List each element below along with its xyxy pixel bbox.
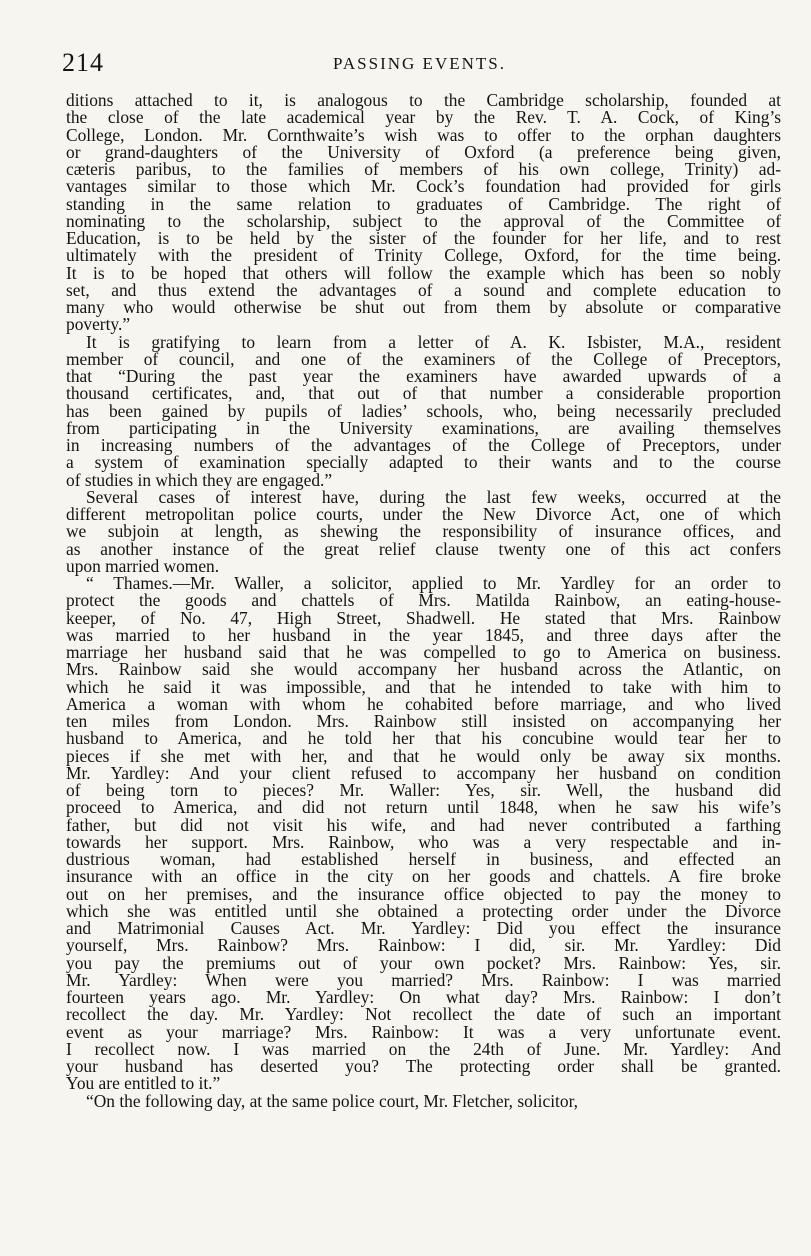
text-line: fourteen years ago. Mr. Yardley: On what day? Mrs. Rainbow: I don’t bbox=[66, 987, 781, 1007]
text-line: ditions attached to it, is analogous to the Cambridge scholarship, founded at bbox=[66, 90, 781, 110]
text-line: Mr. Yardley: When were you married? Mrs. Rainbow: I was married bbox=[66, 969, 781, 990]
paragraph bbox=[66, 1090, 781, 1111]
text-line: vantages similar to those which Mr. Cock’s foundation had provided for girls bbox=[66, 176, 781, 197]
text-line: we subjoin at length, as shewing the responsibility of insurance offices, and bbox=[66, 521, 781, 542]
text-line: has been gained by pupils of ladies’ schools, who, being necessarily precluded bbox=[66, 400, 781, 421]
text-line: nominating to the scholarship, subject to the approval of the Committee of bbox=[66, 210, 781, 231]
text-line: “ Thames.—Mr. Waller, a solicitor, applied to Mr. Yardley for an order to bbox=[86, 573, 781, 593]
text-line: proceed to America, and did not return until 1848, when he saw his wife’s bbox=[66, 797, 781, 818]
text-line: It is gratifying to learn from a letter of A. K. Isbister, M.A., resident bbox=[86, 331, 781, 352]
text-line: Mrs. Rainbow said she would accompany her husband across the Atlantic, on bbox=[66, 659, 781, 680]
text-line: College, London. Mr. Cornthwaite’s wish was to offer to the orphan daughters bbox=[66, 124, 781, 145]
text-line: I recollect now. I was married on the 24th of June. Mr. Yardley: And bbox=[66, 1038, 781, 1059]
text-line: as another instance of the great relief clause twenty one of this act confers bbox=[66, 538, 781, 559]
text-line: you pay the premiums out of your own pocket? Mrs. Rainbow: Yes, sir. bbox=[66, 952, 781, 973]
text-line: which he said it was impossible, and that he intended to take with him to bbox=[66, 676, 781, 697]
text-line: Several cases of interest have, during the last few weeks, occurred at the bbox=[86, 486, 781, 507]
text-line: that “During the past year the examiners have awarded upwards of a bbox=[66, 366, 781, 386]
text-line: out on her premises, and the insurance office objected to pay the money to bbox=[66, 883, 781, 904]
text-line: of studies in which they are engaged.” bbox=[66, 469, 333, 490]
text-line: event as your marriage? Mrs. Rainbow: It was a very unfortunate event. bbox=[66, 1021, 781, 1042]
text-line: towards her support. Mrs. Rainbow, who was a very respectable and in- bbox=[66, 831, 781, 852]
text-line: of being torn to pieces? Mr. Waller: Yes, sir. Well, the husband did bbox=[66, 780, 781, 800]
text-line: and Matrimonial Causes Act. Mr. Yardley: Did you effect the insurance bbox=[66, 918, 781, 938]
text-line: or grand-daughters of the University of Oxford (a preference being given, bbox=[66, 141, 781, 162]
paragraph bbox=[66, 92, 781, 334]
text-line: the close of the late academical year by the Rev. T. A. Cock, of King’s bbox=[66, 107, 781, 128]
text-line: You are entitled to it.” bbox=[66, 1073, 221, 1094]
text-line: insurance with an office in the city on her goods and chattels. A fire broke bbox=[66, 866, 781, 887]
text-line: yourself, Mrs. Rainbow? Mrs. Rainbow: I did, sir. Mr. Yardley: Did bbox=[66, 935, 781, 956]
text-line: pieces if she met with her, and that he would only be away six months. bbox=[66, 745, 781, 766]
text-line: marriage her husband said that he was compelled to go to America on business. bbox=[66, 642, 781, 662]
text-line: thousand certificates, and, that out of that number a considerable proportion bbox=[66, 383, 781, 404]
text-line: a system of examination specially adapted to their wants and to the course bbox=[66, 452, 781, 473]
text-line: “On the following day, at the same police court, Mr. Fletcher, solicitor, bbox=[86, 1090, 579, 1111]
text-line: poverty.” bbox=[66, 314, 131, 335]
text-line: which she was entitled until she obtained a protecting order under the Divorce bbox=[66, 900, 781, 921]
paragraph bbox=[66, 575, 781, 1093]
running-title: PASSING EVENTS. bbox=[333, 54, 506, 73]
text-line: ten miles from London. Mrs. Rainbow still insisted on accompanying her bbox=[66, 711, 781, 731]
text-line: member of council, and one of the examiners of the College of Preceptors, bbox=[66, 348, 781, 369]
text-line: dustrious woman, had established herself in business, and effected an bbox=[66, 849, 781, 869]
text-line: in increasing numbers of the advantages of the College of Preceptors, under bbox=[66, 435, 781, 455]
text-line: husband to America, and he told her that his concubine would tear her to bbox=[66, 728, 781, 749]
paragraph bbox=[66, 331, 781, 490]
text-line: different metropolitan police courts, under the New Divorce Act, one of which bbox=[66, 504, 781, 524]
body-text bbox=[66, 92, 781, 1110]
text-line: was married to her husband in the year 1845, and three days after the bbox=[66, 624, 781, 645]
text-line: father, but did not visit his wife, and had never contributed a farthing bbox=[66, 814, 781, 835]
page-number: 214 bbox=[62, 48, 104, 77]
text-line: America a woman with whom he cohabited before marriage, and who lived bbox=[66, 693, 781, 714]
text-line: keeper, of No. 47, High Street, Shadwell. He stated that Mrs. Rainbow bbox=[66, 607, 781, 628]
text-line: Education, is to be held by the sister of the founder for her life, and to rest bbox=[66, 228, 781, 248]
text-line: standing in the same relation to graduates of Cambridge. The right of bbox=[66, 193, 781, 214]
text-line: Mr. Yardley: And your client refused to accompany her husband on condition bbox=[66, 762, 781, 783]
text-line: upon married women. bbox=[66, 555, 220, 576]
text-line: It is to be hoped that others will follow the example which has been so nobly bbox=[66, 262, 781, 283]
page-header bbox=[62, 48, 777, 82]
paragraph bbox=[66, 486, 781, 576]
text-line: protect the goods and chattels of Mrs. Matilda Rainbow, an eating-house- bbox=[66, 590, 781, 611]
text-line: many who would otherwise be shut out from them by absolute or comparative bbox=[66, 297, 781, 317]
text-line: set, and thus extend the advantages of a sound and complete education to bbox=[66, 279, 781, 300]
text-line: from participating in the University examinations, are availing themselves bbox=[66, 417, 781, 438]
text-line: ultimately with the president of Trinity College, Oxford, for the time being. bbox=[66, 245, 781, 266]
text-line: your husband has deserted you? The protecting order shall be granted. bbox=[66, 1056, 781, 1076]
text-line: cæteris paribus, to the families of members of his own college, Trinity) ad- bbox=[66, 159, 781, 179]
text-line: recollect the day. Mr. Yardley: Not recollect the date of such an important bbox=[66, 1004, 781, 1025]
